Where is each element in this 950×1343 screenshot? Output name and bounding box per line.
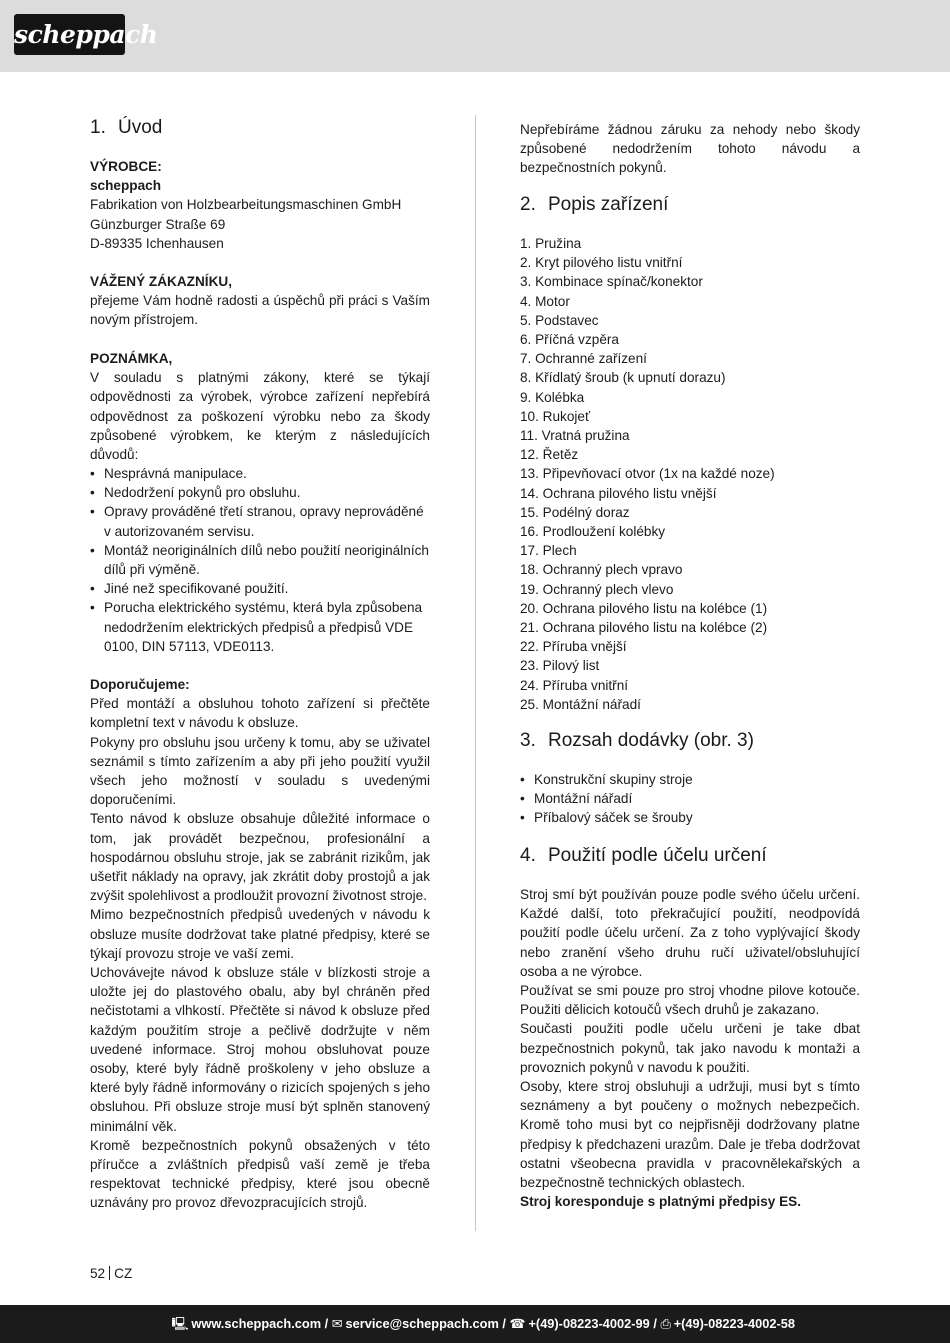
list-item: 21. Ochrana pilového listu na kolébce (2) bbox=[520, 620, 768, 636]
fax-number: +(49)-08223-4002-58 bbox=[673, 1316, 795, 1331]
list-item: 14. Ochrana pilového listu vnější bbox=[520, 485, 717, 501]
list-item: 22. Příruba vnější bbox=[520, 639, 627, 655]
list-item: 15. Podélný doraz bbox=[520, 504, 630, 520]
note-label: POZNÁMKA, bbox=[90, 351, 173, 366]
note-bullet-list bbox=[90, 464, 430, 656]
list-item: 9. Kolébka bbox=[520, 389, 585, 405]
website-link[interactable]: www.scheppach.com bbox=[191, 1316, 322, 1331]
list-item: 1. Pružina bbox=[520, 236, 582, 251]
list-item: 23. Pilový list bbox=[520, 658, 600, 674]
list-item: • Opravy prováděné třetí stranou, opravy neprováděné v autorizovaném servisu. bbox=[90, 502, 430, 540]
list-item: 12. Řetěz bbox=[520, 447, 579, 463]
parts-list bbox=[520, 234, 860, 714]
conclusion: Stroj koresponduje s platnými předpisy ES. bbox=[520, 1194, 802, 1210]
column-divider bbox=[475, 115, 476, 1231]
list-item: 2. Kryt pilového listu vnitřní bbox=[520, 255, 683, 271]
list-item: • Montáž neoriginálních dílů nebo použití neoriginálních dílů při výměně. bbox=[90, 541, 430, 579]
list-item: 13. Připevňovací otvor (1x na každé noze) bbox=[520, 466, 775, 482]
paragraph: Uchovávejte návod k obsluze stále v blízkosti stroje a uložte jej do plastového obalu, aby byl chráněn před nečistotami a vlhkostí. Přečtěte si návod k obsluze před každým použitím stroje a pečlivě dodržujte v něm uvedené informace. Stroj mohou obsluhovat pouze osoby, které byly řádně proškoleny v jeho obsluze a které byly řádně informovány o rizicích spojených s jeho obsluhou. Při obsluze stroje musí být splněn stanovený minimální věk. bbox=[90, 965, 430, 1134]
manufacturer-name: scheppach bbox=[90, 178, 162, 194]
list-item: • Montážní nářadí bbox=[520, 789, 860, 808]
delivery-list bbox=[520, 770, 860, 828]
list-item: 8. Křídlatý šroub (k upnutí dorazu) bbox=[520, 370, 726, 386]
section-heading-intro: 1. Úvod bbox=[90, 117, 163, 138]
customer-text: přejeme Vám hodně radosti a úspěchů při práci s Vaším novým přístrojem. bbox=[90, 293, 430, 328]
page-language: CZ bbox=[114, 1266, 133, 1281]
list-item: 5. Podstavec bbox=[520, 312, 599, 328]
list-item: • Porucha elektrického systému, která byla způsobena nedodržením elektrických předpisů a předpisů VDE 0100, DIN 57113, VDE0113. bbox=[90, 598, 430, 656]
customer-label: VÁŽENÝ ZÁKAZNÍKU, bbox=[90, 274, 232, 289]
list-item: 24. Příruba vnitřní bbox=[520, 677, 629, 693]
list-item: 20. Ochrana pilového listu na kolébce (1) bbox=[520, 600, 768, 616]
manufacturer-line: D-89335 Ichenhausen bbox=[90, 235, 224, 251]
list-item: 16. Prodloužení kolébky bbox=[520, 524, 666, 540]
list-item: • Nesprávná manipulace. bbox=[90, 464, 430, 483]
warranty-note: Nepřebíráme žádnou záruku za nehody nebo škody způsobené nedodržením tohoto návodu a bezpečnostních pokynů. bbox=[520, 122, 860, 176]
manufacturer-line: Fabrikation von Holzbearbeitungsmaschinen GmbH bbox=[90, 197, 402, 213]
page-number: 52 bbox=[90, 1266, 106, 1281]
section-heading-description: 2. Popis zařízení bbox=[520, 194, 669, 215]
manufacturer-block bbox=[90, 157, 430, 253]
envelope-icon: ✉ bbox=[331, 1316, 343, 1331]
list-item: 17. Plech bbox=[520, 543, 577, 559]
page-header bbox=[0, 0, 950, 72]
list-item: 3. Kombinace spínač/konektor bbox=[520, 274, 703, 290]
paragraph: Mimo bezpečnostních předpisů uvedených v návodu k obsluze musíte dodržovat take platné předpisy, které se týkají provozu stroje ve vaší zemi. bbox=[90, 907, 430, 961]
paragraph: Používat se smi pouze pro stroj vhodne pilove kotouče. Použiti dělicich kotoučů všech druhů je zakazano. bbox=[520, 983, 860, 1018]
list-item: 4. Motor bbox=[520, 293, 570, 309]
recommend-label: Doporučujeme: bbox=[90, 677, 190, 692]
list-item: 7. Ochranné zařízení bbox=[520, 351, 647, 367]
note-text: V souladu s platnými zákony, které se týkají odpovědnosti za výrobek, výrobce zařízení nepřebírá odpovědnost za poškození výrobku nebo za škody způsobené výrobkem, ke kterým z následujících důvodů: bbox=[90, 370, 430, 463]
paragraph: Stroj smí být používán pouze podle svého účelu určení. Každé další, toto překračující použití, neodpovídá použití podle účelu určení. Za z toho vyplývající škody nebo zranění všeho druhu ručí uživatel/obsluhující osoba a ne výrobce. bbox=[520, 887, 860, 979]
list-item: • Příbalový sáček se šrouby bbox=[520, 808, 860, 827]
paragraph: Před montáží a obsluhou tohoto zařízení si přečtěte kompletní text v návodu k obsluze. bbox=[90, 696, 430, 731]
scheppach-logo: scheppach bbox=[14, 14, 125, 55]
fax-icon: ⎙ bbox=[660, 1316, 671, 1331]
list-item: 19. Ochranný plech vlevo bbox=[520, 581, 674, 597]
contact-line: 🖳 www.scheppach.com / ✉ service@scheppach.com / ☎ +(49)-08223-4002-99 / ⎙ +(49)-08223-4002-58 bbox=[171, 1316, 795, 1331]
page-number-block bbox=[90, 1264, 132, 1283]
recommend-block bbox=[90, 675, 430, 1213]
paragraph: Pokyny pro obsluhu jsou určeny k tomu, aby se uživatel seznámil s tímto zařízením a aby při jeho použití využil všech jeho možností v souladu s uvedenými doporučeními. bbox=[90, 734, 430, 808]
paragraph: Tento návod k obsluze obsahuje důležité informace o tom, jak provádět bezpečnou, profesionální a hospodárnou obsluhu stroje, jak se zabránit rizikům, jak ušetřit náklady na opravy, jak zkrátit doby prostojů a jak zvýšit spolehlivost a prodloužit provozní životnost stroje. bbox=[90, 811, 430, 904]
list-item: • Nedodržení pokynů pro obsluhu. bbox=[90, 483, 430, 502]
list-item: 6. Příčná vzpěra bbox=[520, 332, 619, 348]
manufacturer-label: VÝROBCE: bbox=[90, 159, 162, 174]
intended-use-block bbox=[520, 885, 860, 1211]
customer-block bbox=[90, 272, 430, 330]
telephone-icon: ☎ bbox=[509, 1316, 526, 1331]
list-item: 11. Vratná pružina bbox=[520, 428, 630, 444]
paragraph: Osoby, ktere stroj obsluhuji a udržuji, musi byt s tímto seznámeny a byt poučeny o možnych nebezpečich. Kromě toho musi byt co nejpřisněji dodržovany platne předpisy k předchazeni urazům. Dale je třeba dodržovat ostatni všeobecna pravidla v pracovnělekařských a bezpečnostně technických oblastech. bbox=[520, 1079, 860, 1191]
section-heading-intended-use: 4. Použití podle účelu určení bbox=[520, 845, 767, 866]
paragraph: Současti použiti podle učelu určeni je take dbat bezpečnostnich pokynů, tak jako navodu k montaži a provoznich pokynů v navodu k použiti. bbox=[520, 1021, 860, 1075]
page-separator bbox=[109, 1266, 110, 1280]
list-item: • Jiné než specifikované použití. bbox=[90, 579, 430, 598]
section-heading-delivery: 3. Rozsah dodávky (obr. 3) bbox=[520, 730, 754, 751]
email-link[interactable]: service@scheppach.com bbox=[345, 1316, 499, 1331]
note-block bbox=[90, 349, 430, 464]
manufacturer-line: Günzburger Straße 69 bbox=[90, 216, 226, 232]
list-item: 18. Ochranný plech vpravo bbox=[520, 562, 683, 578]
page-footer bbox=[0, 1305, 950, 1343]
monitor-icon: 🖳 bbox=[171, 1316, 189, 1331]
phone-number: +(49)-08223-4002-99 bbox=[528, 1316, 650, 1331]
list-item: • Konstrukční skupiny stroje bbox=[520, 770, 860, 789]
paragraph: Kromě bezpečnostních pokynů obsažených v této příručce a zvláštních předpisů vaší země je třeba respektovat technické předpisy, které jsou obecně uznávány pro provoz dřevozpracujících strojů. bbox=[90, 1137, 430, 1211]
list-item: 10. Rukojeť bbox=[520, 408, 591, 424]
list-item: 25. Montážní nářadí bbox=[520, 696, 641, 712]
